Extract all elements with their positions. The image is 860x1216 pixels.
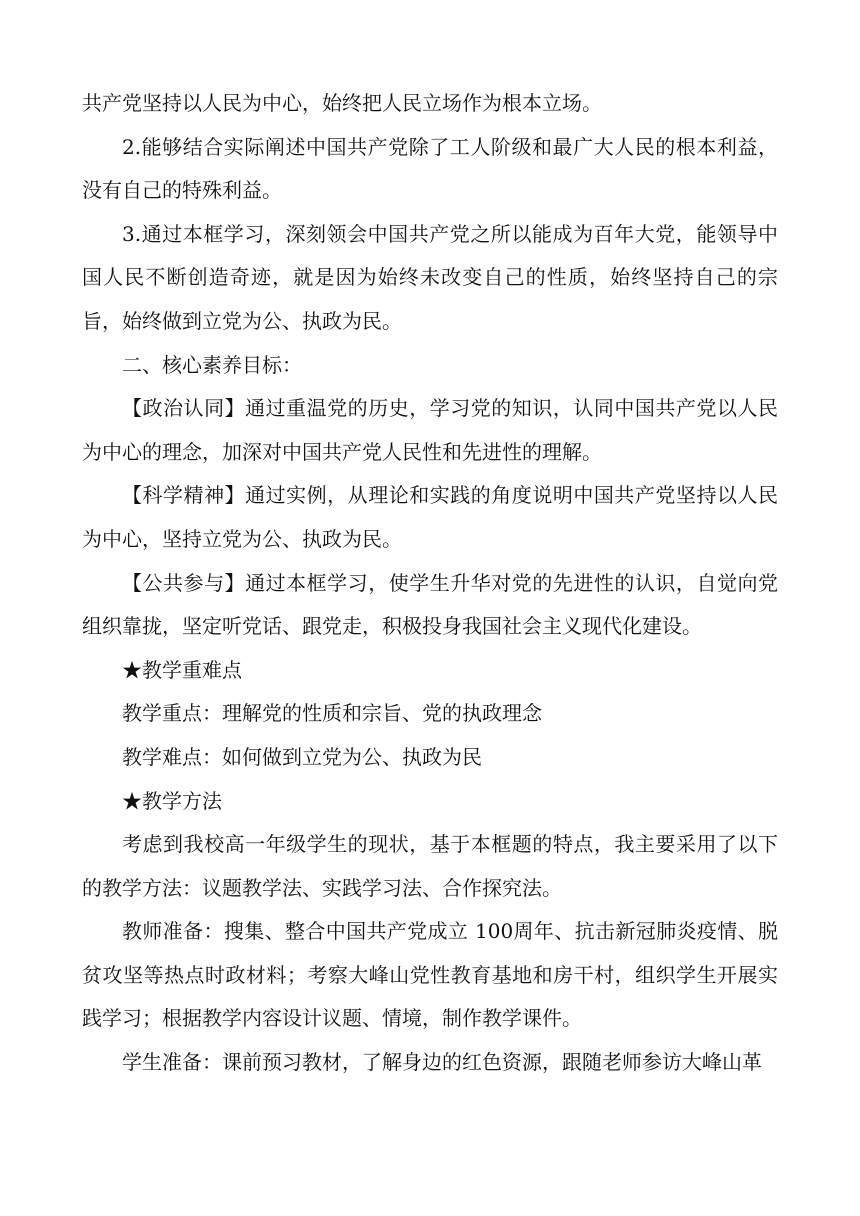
objective-item-3: 3.通过本框学习，深刻领会中国共产党之所以能成为百年大党，能领导中国人民不断创造奇迹，就是因为始终未改变自己的性质，始终坚持自己的宗旨，始终做到立党为公、执政为民。: [82, 221, 778, 333]
literacy-public-participation: 【公共参与】通过本框学习，使学生升华对党的先进性的认识，自觉向党组织靠拢，坚定听党话、跟党走，积极投身我国社会主义现代化建设。: [82, 570, 778, 639]
teaching-difficult-point: 教学难点：如何做到立党为公、执政为民: [122, 744, 482, 769]
objective-item-2: 2.能够结合实际阐述中国共产党除了工人阶级和最广大人民的根本利益，没有自己的特殊利益。: [82, 134, 778, 203]
teacher-preparation: 教师准备：搜集、整合中国共产党成立 100周年、抗击新冠肺炎疫情、脱贫攻坚等热点时政材料；考察大峰山党性教育基地和房干村，组织学生开展实践学习；根据教学内容设计议题、情境，制作教学课件。: [82, 919, 778, 1031]
literacy-scientific-spirit: 【科学精神】通过实例，从理论和实践的角度说明中国共产党坚持以人民为中心，坚持立党为公、执政为民。: [82, 483, 778, 551]
heading-teaching-methods: ★教学方法: [122, 788, 222, 813]
student-preparation: 学生准备：课前预习教材，了解身边的红色资源，跟随老师参访大峰山革: [122, 1050, 762, 1075]
teaching-key-point: 教学重点：理解党的性质和宗旨、党的执政理念: [122, 701, 542, 726]
heading-key-difficult-points: ★教学重难点: [122, 657, 242, 682]
section-heading-core-literacy: 二、核心素养目标：: [122, 352, 302, 377]
literacy-political-identity: 【政治认同】通过重温党的历史，学习党的知识，认同中国共产党以人民为中心的理念，加深对中国共产党人民性和先进性的理解。: [82, 396, 778, 464]
paragraph-continuation: 共产党坚持以人民为中心，始终把人民立场作为根本立场。: [82, 91, 602, 115]
teaching-methods-description: 考虑到我校高一年级学生的现状，基于本框题的特点，我主要采用了以下的教学方法：议题教学法、实践学习法、合作探究法。: [82, 832, 778, 900]
document-body: [82, 82, 778, 1085]
